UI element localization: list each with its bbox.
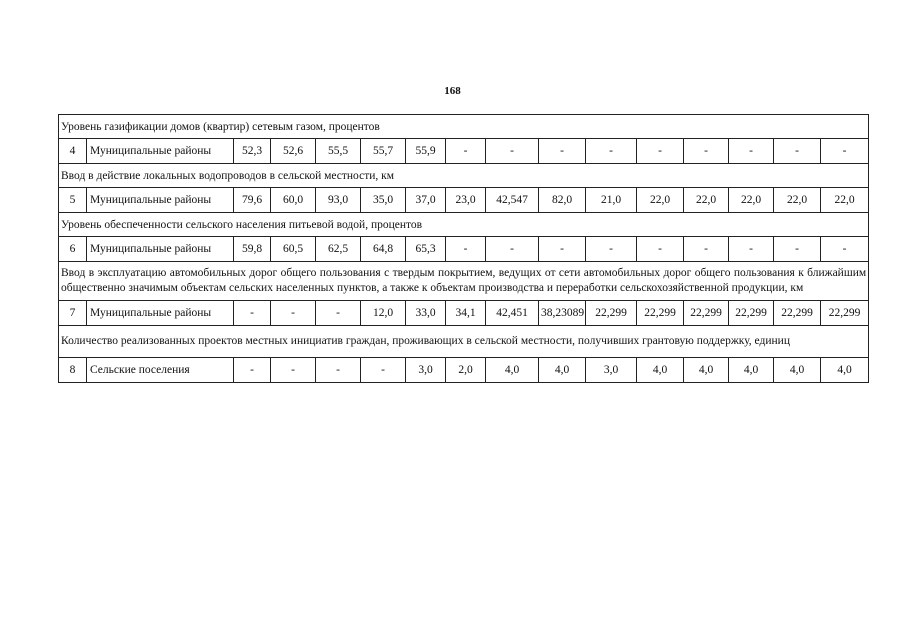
value-cell: 37,0 [406, 188, 446, 213]
value-cell: 64,8 [361, 237, 406, 262]
value-cell: 22,299 [821, 301, 869, 326]
value-cell: 52,3 [234, 139, 271, 164]
value-cell: - [586, 139, 637, 164]
row-name: Муниципальные районы [87, 139, 234, 164]
value-cell: - [684, 139, 729, 164]
value-cell: - [234, 301, 271, 326]
value-cell: 55,9 [406, 139, 446, 164]
value-cell: 65,3 [406, 237, 446, 262]
table-row [59, 237, 869, 262]
table-row [59, 358, 869, 383]
value-cell: 55,7 [361, 139, 406, 164]
value-cell: 4,0 [637, 358, 684, 383]
value-cell: - [316, 358, 361, 383]
value-cell: - [684, 237, 729, 262]
value-cell: 60,5 [271, 237, 316, 262]
value-cell: 4,0 [774, 358, 821, 383]
value-cell: 22,299 [729, 301, 774, 326]
value-cell: - [234, 358, 271, 383]
value-cell: - [316, 301, 361, 326]
row-name: Сельские поселения [87, 358, 234, 383]
value-cell: 22,0 [774, 188, 821, 213]
section-header-row [59, 213, 869, 237]
section-title: Уровень обеспеченности сельского населения питьевой водой, процентов [59, 213, 869, 237]
section-header-row [59, 164, 869, 188]
value-cell: 21,0 [586, 188, 637, 213]
table-row [59, 301, 869, 326]
value-cell: - [729, 237, 774, 262]
value-cell: 22,0 [821, 188, 869, 213]
value-cell: 22,0 [637, 188, 684, 213]
indicators-table [58, 114, 869, 383]
value-cell: - [271, 301, 316, 326]
section-header-row [59, 115, 869, 139]
value-cell: 4,0 [684, 358, 729, 383]
value-cell: 23,0 [446, 188, 486, 213]
value-cell: 60,0 [271, 188, 316, 213]
section-header-row [59, 262, 869, 301]
value-cell: 4,0 [821, 358, 869, 383]
value-cell: 12,0 [361, 301, 406, 326]
table-row [59, 188, 869, 213]
value-cell: - [586, 237, 637, 262]
value-cell: 22,299 [637, 301, 684, 326]
value-cell: 22,299 [684, 301, 729, 326]
value-cell: 82,0 [539, 188, 586, 213]
value-cell: - [446, 237, 486, 262]
value-cell: 35,0 [361, 188, 406, 213]
row-name: Муниципальные районы [87, 188, 234, 213]
row-number: 6 [59, 237, 87, 262]
value-cell: - [637, 237, 684, 262]
table-row [59, 139, 869, 164]
value-cell: - [539, 139, 586, 164]
page-number: 168 [444, 85, 461, 97]
value-cell: 79,6 [234, 188, 271, 213]
value-cell: - [729, 139, 774, 164]
section-title: Уровень газификации домов (квартир) сетевым газом, процентов [59, 115, 869, 139]
value-cell: 42,451 [486, 301, 539, 326]
row-number: 5 [59, 188, 87, 213]
value-cell: 93,0 [316, 188, 361, 213]
row-number: 7 [59, 301, 87, 326]
value-cell: 59,8 [234, 237, 271, 262]
value-cell: - [361, 358, 406, 383]
value-cell: 4,0 [539, 358, 586, 383]
value-cell: 3,0 [406, 358, 446, 383]
value-cell: 22,299 [774, 301, 821, 326]
section-header-row [59, 326, 869, 358]
value-cell: - [821, 139, 869, 164]
value-cell: 34,1 [446, 301, 486, 326]
value-cell: 22,0 [729, 188, 774, 213]
row-number: 4 [59, 139, 87, 164]
value-cell: 62,5 [316, 237, 361, 262]
section-title: Ввод в действие локальных водопроводов в сельской местности, км [59, 164, 869, 188]
section-title: Ввод в эксплуатацию автомобильных дорог общего пользования с твердым покрытием, ведущих от сети автомобильных дорог общего пользования к ближайшим общественно значимым объектам сельских населенных пунктов, а также к объектам производства и переработки сельскохозяйственной продукции, км [59, 262, 869, 301]
value-cell: 4,0 [486, 358, 539, 383]
value-cell: 4,0 [729, 358, 774, 383]
value-cell: 38,23089 [539, 301, 586, 326]
value-cell: 33,0 [406, 301, 446, 326]
value-cell: 52,6 [271, 139, 316, 164]
value-cell: - [446, 139, 486, 164]
value-cell: 2,0 [446, 358, 486, 383]
value-cell: 55,5 [316, 139, 361, 164]
value-cell: 22,0 [684, 188, 729, 213]
row-name: Муниципальные районы [87, 237, 234, 262]
value-cell: 3,0 [586, 358, 637, 383]
value-cell: - [774, 139, 821, 164]
value-cell: 22,299 [586, 301, 637, 326]
value-cell: 42,547 [486, 188, 539, 213]
value-cell: - [486, 237, 539, 262]
value-cell: - [271, 358, 316, 383]
row-number: 8 [59, 358, 87, 383]
row-name: Муниципальные районы [87, 301, 234, 326]
value-cell: - [821, 237, 869, 262]
value-cell: - [774, 237, 821, 262]
value-cell: - [539, 237, 586, 262]
value-cell: - [637, 139, 684, 164]
value-cell: - [486, 139, 539, 164]
section-title: Количество реализованных проектов местных инициатив граждан, проживающих в сельской местности, получивших грантовую поддержку, единиц [59, 326, 869, 358]
